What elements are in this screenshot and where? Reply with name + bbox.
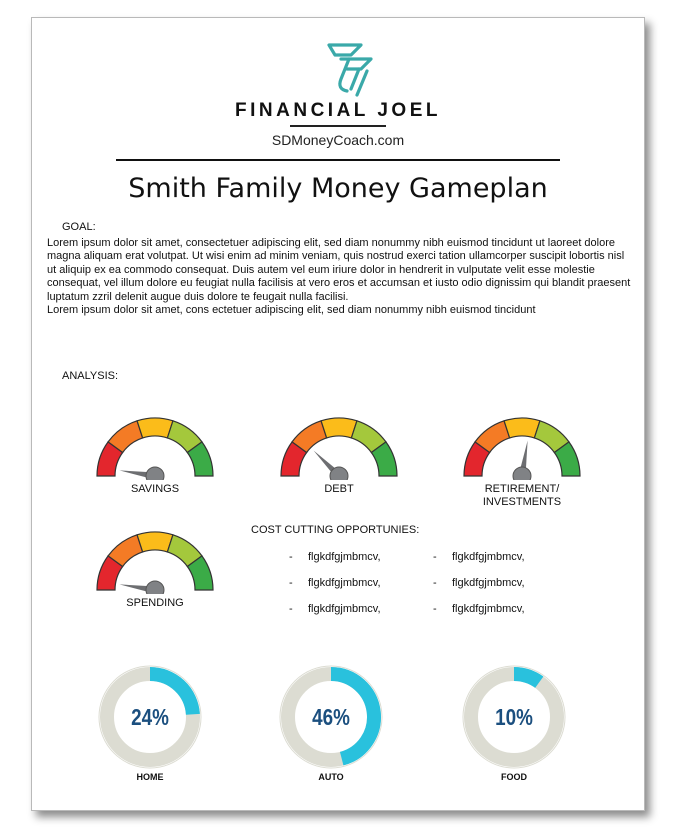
header-divider [116, 159, 560, 161]
gauge-hub [146, 467, 164, 480]
ring-chart-home [98, 665, 202, 769]
gauge-hub [330, 467, 348, 480]
gauge-spending [93, 524, 217, 609]
gauge-retirement [460, 410, 584, 508]
ring-chart-auto [279, 665, 383, 769]
goal-paragraph: Lorem ipsum dolor sit amet, consectetuer adipiscing elit, sed diam nonummy nibh euismod tincidunt ut laoreet dolore magna aliquam erat volutpat. Ut wisi enim ad minim veniam, quis nostrud exerci tation ullamcorper suscipit lobortis nisl ut aliquip ex ea commodo consequat. Duis autem vel eum iriure dolor in hendrerit in vulputate velit esse molestie consequat, vel illum dolore eu feugiat nulla facilisis at vero eros et accumsan et iusto odio dignissim qui blandit praesent luptatum zzril delenit augue duis dolore te feugait nulla facilisi. [47, 237, 631, 303]
gauge-segment [137, 532, 173, 552]
brand-name: FINANCIAL JOEL [235, 100, 441, 121]
brand-logo-icon [327, 41, 377, 99]
brand-url: SDMoneyCoach.com [271, 132, 405, 148]
gauge-label: RETIREMENT/ INVESTMENTS [482, 483, 562, 508]
list-item: flgkdfgjmbmcv, [452, 603, 525, 615]
document-page [31, 17, 645, 811]
gauge-segment [137, 418, 173, 438]
gauge-savings [93, 410, 217, 495]
gauge-label: DEBT [324, 483, 354, 495]
list-item: flgkdfgjmbmcv, [452, 551, 525, 563]
goal-text [47, 237, 632, 317]
ring-value: 10% [495, 704, 533, 730]
list-item: flgkdfgjmbmcv, [308, 551, 381, 563]
brand-divider [290, 125, 386, 127]
ring-category: FOOD [501, 772, 527, 782]
ring-value: 46% [312, 704, 350, 730]
list-bullet: - [433, 603, 437, 615]
list-item: flgkdfgjmbmcv, [308, 603, 381, 615]
gauge-label: SPENDING [126, 597, 184, 609]
goal-paragraph: Lorem ipsum dolor sit amet, cons ectetuer adipiscing elit, sed diam nonummy nibh euismod tincidunt [47, 304, 536, 317]
gauge-debt [277, 410, 401, 495]
ring-chart-food [462, 665, 566, 769]
list-bullet: - [289, 551, 293, 563]
gauge-segment [504, 418, 540, 438]
cost-cutting-title: COST CUTTING OPPORTUNIES: [251, 524, 420, 536]
gauge-hub [513, 467, 531, 480]
list-bullet: - [433, 551, 437, 563]
gauge-label: SAVINGS [130, 483, 180, 495]
ring-category: AUTO [318, 772, 344, 782]
analysis-label: ANALYSIS: [62, 370, 119, 382]
ring-category: HOME [136, 772, 164, 782]
gauge-hub [146, 581, 164, 594]
gauge-segment [321, 418, 357, 438]
page-title: Smith Family Money Gameplan [128, 173, 548, 204]
list-bullet: - [433, 577, 437, 589]
ring-value: 24% [131, 704, 169, 730]
list-bullet: - [289, 603, 293, 615]
list-bullet: - [289, 577, 293, 589]
list-item: flgkdfgjmbmcv, [452, 577, 525, 589]
goal-label: GOAL: [62, 221, 96, 233]
list-item: flgkdfgjmbmcv, [308, 577, 381, 589]
